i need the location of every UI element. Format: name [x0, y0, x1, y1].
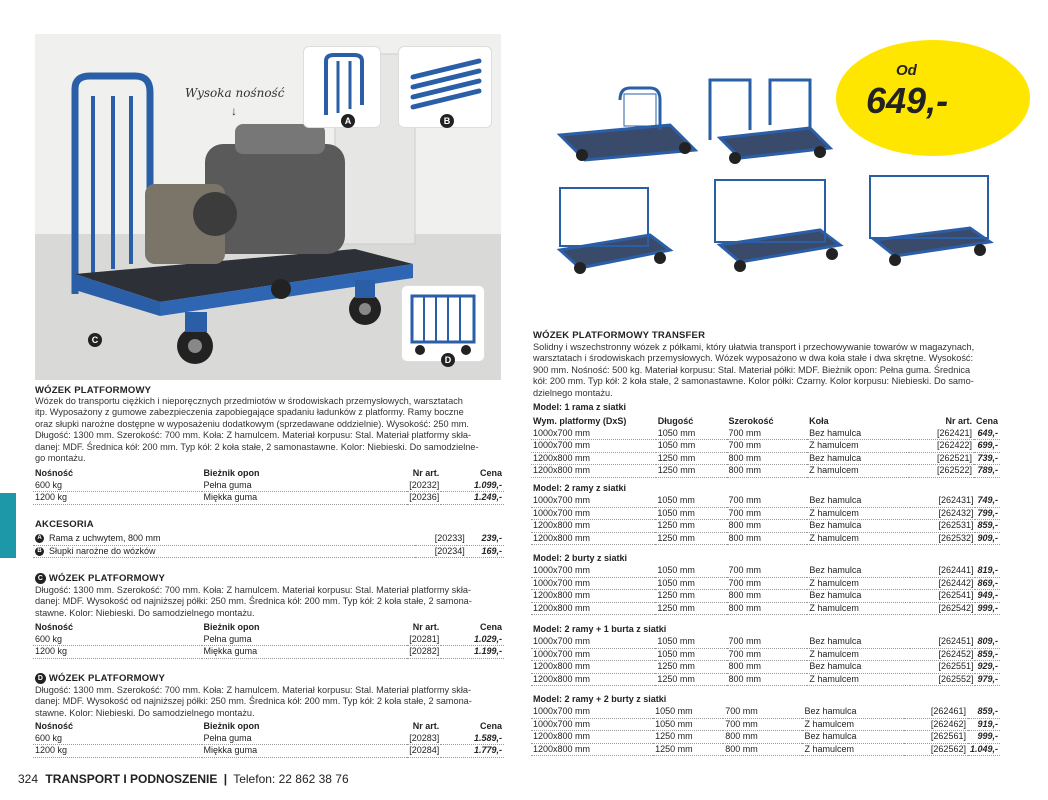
column-header: Nr art.: [412, 468, 440, 478]
table-cell: 1250 mm: [653, 731, 723, 744]
table-cell: 700 mm: [723, 706, 802, 718]
table-cell: [20283]: [407, 733, 441, 745]
table-cell: 1200x800 mm: [531, 743, 653, 756]
table-cell: 1050 mm: [655, 507, 726, 520]
table-cell: Z hamulcem: [807, 577, 910, 590]
column-header: Cena: [479, 468, 502, 478]
table-row: [531, 565, 1000, 577]
table-cell: [262541]: [910, 590, 975, 603]
table-cell: 919,-: [968, 718, 1000, 731]
table-cell: Bez hamulca: [807, 495, 910, 507]
table-cell: 649,-: [974, 428, 1000, 440]
transfer-description: [533, 342, 1003, 399]
table-row: [33, 745, 504, 758]
table-row: [531, 731, 1000, 744]
table-cell: 800 mm: [727, 590, 808, 603]
section-c-title-text: WÓZEK PLATFORMOWY: [48, 573, 165, 585]
model-title: Model: 2 ramy + 1 burta z siatki: [533, 624, 667, 634]
table-cell: 1000x700 mm: [531, 648, 655, 661]
table-cell: 1000x700 mm: [531, 636, 655, 648]
table-cell: 1250 mm: [655, 661, 726, 674]
model-price-table: [531, 706, 1000, 756]
table-row: [531, 452, 1000, 465]
table-cell: 800 mm: [727, 673, 808, 686]
table-cell: 700 mm: [727, 636, 808, 648]
accessory-name: Rama z uchwytem, 800 mm: [49, 533, 161, 543]
table-cell: 700 mm: [727, 440, 808, 453]
table-row: [33, 733, 504, 745]
table-cell: Bez hamulca: [802, 706, 903, 718]
description-line: warsztatach i środowiskach przemysłowych. Wózek wyposażono w dwa koła stałe i dwa skrętne. Wysokość:: [533, 353, 974, 364]
table-cell: 1200x800 mm: [531, 590, 655, 603]
trolley-variant-5: [870, 176, 990, 266]
table-cell: 1000x700 mm: [531, 428, 656, 440]
main-title: WÓZEK PLATFORMOWY: [35, 385, 152, 396]
table-cell: 1200x800 mm: [531, 661, 655, 674]
table-cell: 1000x700 mm: [531, 577, 655, 590]
trolley-variant-2: [710, 80, 830, 164]
table-cell: 800 mm: [727, 465, 808, 478]
accessory-row: [33, 533, 504, 545]
transfer-title: WÓZEK PLATFORMOWY TRANSFER: [533, 330, 706, 341]
table-cell: 1200x800 mm: [531, 731, 653, 744]
table-row: [531, 602, 1000, 615]
table-cell: Z hamulcem: [807, 507, 910, 520]
table-cell: 1200x800 mm: [531, 673, 655, 686]
model-price-table: [531, 636, 1000, 686]
price-bubble: [836, 40, 1030, 156]
table-cell: [262452]: [910, 648, 975, 661]
table-cell: [262522]: [909, 465, 974, 478]
column-header: Cena: [479, 622, 502, 632]
table-cell: 600 kg: [33, 634, 202, 646]
table-cell: 979,-: [975, 673, 1000, 686]
column-header: Cena: [975, 416, 998, 426]
trolley-variant-4: [715, 180, 840, 272]
main-price-table: [33, 468, 504, 505]
table-cell: 1200 kg: [33, 745, 202, 758]
table-cell: 1250 mm: [655, 520, 726, 533]
section-d-price-table: [33, 721, 504, 758]
table-cell: 819,-: [975, 565, 1000, 577]
model-title: Model: 2 ramy + 2 burty z siatki: [533, 694, 667, 704]
table-cell: 1050 mm: [656, 428, 727, 440]
table-cell: Z hamulcem: [807, 532, 910, 545]
table-cell: 1000x700 mm: [531, 706, 653, 718]
table-cell: Bez hamulca: [807, 590, 910, 603]
description-line: go montażu.: [35, 453, 86, 464]
table-cell: 800 mm: [727, 532, 808, 545]
table-cell: [262441]: [910, 565, 975, 577]
table-row: [531, 428, 1000, 440]
table-cell: [262422]: [909, 440, 974, 453]
table-cell: 799,-: [975, 507, 1000, 520]
table-cell: 1250 mm: [655, 590, 726, 603]
table-cell: [262462]: [904, 718, 968, 731]
description-line: Wózek do transportu ciężkich i nieporęcznych przedmiotów w środowiskach przemysłowych, warsztatach: [35, 396, 463, 406]
table-row: [33, 492, 504, 505]
table-cell: 1200x800 mm: [531, 602, 655, 615]
table-cell: 1000x700 mm: [531, 507, 655, 520]
table-cell: Z hamulcem: [807, 648, 910, 661]
description-line: dzielnego montażu.: [533, 387, 613, 398]
table-cell: 1250 mm: [655, 532, 726, 545]
accessory-label: [33, 533, 415, 545]
model-title: Model: 2 ramy z siatki: [533, 483, 627, 493]
table-cell: 949,-: [975, 590, 1000, 603]
table-cell: [262442]: [910, 577, 975, 590]
section-c-description: [35, 585, 505, 619]
description-line: Długość: 1300 mm. Szerokość: 700 mm. Koła: Z hamulcem. Materiał korpusu: Stal. Materiał platformy skła-: [35, 585, 472, 595]
table-cell: [262421]: [909, 428, 974, 440]
frame-with-handle-icon: [304, 47, 380, 127]
table-cell: [20284]: [407, 745, 441, 758]
table-row: [531, 661, 1000, 674]
description-line: stawne. Kolor: Niebieski. Do samodzielnego montażu.: [35, 707, 255, 718]
table-cell: 1200x800 mm: [531, 532, 655, 545]
table-cell: 789,-: [974, 465, 1000, 478]
table-cell: 1000x700 mm: [531, 718, 653, 731]
table-cell: 600 kg: [33, 480, 202, 492]
section-d-description: [35, 685, 505, 719]
description-line: danej: MDF. Wysokość od najniższej półki: 250 mm. Średnica kół: 200 mm. Typ kół: 2 koła stałe, 2 samona-: [35, 596, 472, 607]
badge-a: A: [341, 114, 355, 128]
table-cell: 1200x800 mm: [531, 520, 655, 533]
table-cell: Bez hamulca: [802, 731, 903, 744]
table-cell: 800 mm: [727, 520, 808, 533]
description-line: Solidny i wszechstronny wózek z półkami, który ułatwia transport i przechowywanie towarów w magazynach,: [533, 342, 975, 352]
table-cell: 1050 mm: [655, 648, 726, 661]
accessory-name: Słupki narożne do wózków: [49, 545, 156, 556]
badge-d-inline: D: [35, 673, 46, 684]
table-row: [531, 577, 1000, 590]
page-number: 324: [18, 772, 39, 786]
table-cell: Bez hamulca: [807, 520, 910, 533]
table-cell: 809,-: [975, 636, 1000, 648]
table-cell: 800 mm: [727, 661, 808, 674]
table-cell: 1.589,-: [441, 733, 504, 745]
table-cell: 1.099,-: [441, 480, 504, 492]
trolley-variant-1: [560, 88, 695, 161]
table-cell: 700 mm: [727, 495, 808, 507]
table-cell: 800 mm: [727, 452, 808, 465]
section-d-title: [35, 673, 165, 684]
column-header: Bieżnik opon: [203, 622, 260, 632]
section-c-price-table: [33, 622, 504, 659]
table-cell: 1250 mm: [656, 452, 727, 465]
column-header: Wym. platformy (DxS): [533, 416, 627, 426]
table-cell: 1.779,-: [441, 745, 504, 758]
table-cell: 1050 mm: [655, 577, 726, 590]
table-row: [531, 440, 1000, 453]
table-cell: 1000x700 mm: [531, 440, 656, 453]
table-row: [33, 634, 504, 646]
table-cell: 600 kg: [33, 733, 202, 745]
section-c-title: [35, 573, 165, 584]
article-number: [20234]: [415, 545, 467, 558]
table-cell: [262551]: [910, 661, 975, 674]
phone-number: Telefon: 22 862 38 76: [233, 772, 349, 786]
table-row: [33, 480, 504, 492]
caged-trolley-icon: [402, 286, 484, 361]
table-cell: 859,-: [968, 706, 1000, 718]
column-header: Nr art.: [412, 622, 440, 632]
column-header: Bieżnik opon: [203, 468, 260, 478]
table-cell: 859,-: [975, 520, 1000, 533]
table-cell: 1050 mm: [655, 565, 726, 577]
table-cell: [262542]: [910, 602, 975, 615]
table-cell: [20236]: [407, 492, 441, 505]
main-description: [35, 396, 505, 464]
table-cell: 739,-: [974, 452, 1000, 465]
table-cell: 999,-: [975, 602, 1000, 615]
table-cell: 909,-: [975, 532, 1000, 545]
description-line: 900 mm. Nośność: 500 kg. Materiał korpusu: Stal. Materiał półki: MDF. Bieżnik opon: Pełna guma. Średnica: [533, 364, 971, 375]
column-header: Koła: [809, 416, 829, 426]
table-row: [531, 532, 1000, 545]
column-header: Szerokość: [728, 416, 774, 426]
table-cell: 1050 mm: [656, 440, 727, 453]
table-cell: 699,-: [974, 440, 1000, 453]
table-cell: 1250 mm: [655, 673, 726, 686]
description-line: danej: MDF. Wysokość od najniższej półki: 250 mm. Średnica kół: 200 mm. Typ kół: 2 koła stałe, 2 samona-: [35, 696, 472, 707]
accessory-label: [33, 545, 415, 558]
table-cell: 700 mm: [723, 718, 802, 731]
table-cell: Z hamulcem: [802, 718, 903, 731]
table-cell: 1050 mm: [653, 718, 723, 731]
table-cell: 1250 mm: [655, 602, 726, 615]
table-cell: [262432]: [910, 507, 975, 520]
table-row: [531, 636, 1000, 648]
table-cell: Pełna guma: [202, 480, 408, 492]
table-cell: 700 mm: [727, 577, 808, 590]
table-cell: [262562]: [904, 743, 968, 756]
table-header-row: [33, 622, 504, 634]
model-price-table: [531, 416, 1000, 478]
table-cell: Miękka guma: [202, 492, 408, 505]
badge-b: B: [440, 114, 454, 128]
accessory-badge: B: [35, 547, 44, 556]
page-footer: [18, 772, 349, 786]
table-cell: 700 mm: [727, 507, 808, 520]
table-cell: [262561]: [904, 731, 968, 744]
section-name: TRANSPORT I PODNOSZENIE: [45, 772, 218, 786]
column-header: Nr art.: [945, 416, 972, 426]
table-row: [531, 520, 1000, 533]
table-cell: [262531]: [910, 520, 975, 533]
table-cell: Bez hamulca: [807, 565, 910, 577]
table-row: [531, 648, 1000, 661]
table-header-row: [531, 416, 1000, 428]
table-cell: 749,-: [975, 495, 1000, 507]
table-cell: 1200 kg: [33, 646, 202, 659]
table-cell: [262431]: [910, 495, 975, 507]
table-cell: 1000x700 mm: [531, 565, 655, 577]
table-cell: 1.029,-: [441, 634, 504, 646]
table-cell: [20282]: [407, 646, 441, 659]
table-cell: 929,-: [975, 661, 1000, 674]
table-row: [531, 673, 1000, 686]
description-line: kół: 200 mm. Typ kół: 2 koła stałe, 2 samonastawne. Kolor półki: Czarny. Kolor korpusu: Niebieski. Do samo-: [533, 376, 974, 387]
table-cell: Bez hamulca: [807, 661, 910, 674]
table-header-row: [33, 468, 504, 480]
table-header-row: [33, 721, 504, 733]
table-cell: 1050 mm: [655, 636, 726, 648]
table-cell: [262532]: [910, 532, 975, 545]
table-cell: [262451]: [910, 636, 975, 648]
table-cell: 700 mm: [727, 565, 808, 577]
table-cell: 800 mm: [723, 743, 802, 756]
table-cell: Z hamulcem: [807, 440, 909, 453]
footer-separator: |: [223, 772, 228, 786]
description-line: danej: MDF. Średnica kół: 200 mm. Typ kół: 2 koła stałe, 2 samonastawne. Kolor: Niebieski. Do samodzielne-: [35, 441, 479, 452]
table-cell: 800 mm: [723, 731, 802, 744]
accessory-badge: A: [35, 534, 44, 543]
badge-d: D: [441, 353, 455, 367]
column-header: Nośność: [35, 622, 74, 632]
price: 169,-: [467, 545, 504, 558]
table-cell: 1.249,-: [441, 492, 504, 505]
table-cell: Bez hamulca: [807, 636, 910, 648]
accessory-row: [33, 545, 504, 558]
price: 239,-: [467, 533, 504, 545]
table-row: [33, 646, 504, 659]
table-cell: 1.049,-: [968, 743, 1000, 756]
model-title: Model: 1 rama z siatki: [533, 402, 627, 412]
table-cell: [262552]: [910, 673, 975, 686]
photo-annotation: Wysoka nośność: [185, 86, 285, 100]
table-row: [531, 495, 1000, 507]
table-cell: Bez hamulca: [807, 428, 909, 440]
arrow-down-icon: ↓: [231, 104, 237, 118]
table-cell: 1200 kg: [33, 492, 202, 505]
table-cell: Miękka guma: [202, 646, 408, 659]
accessories-title: AKCESORIA: [35, 519, 94, 530]
table-cell: [20281]: [407, 634, 441, 646]
description-line: stawne. Kolor: Niebieski. Do samodzielnego montażu.: [35, 607, 255, 618]
table-cell: 859,-: [975, 648, 1000, 661]
table-cell: 700 mm: [727, 648, 808, 661]
model-price-table: [531, 565, 1000, 615]
model-price-table: [531, 495, 1000, 545]
table-row: [531, 590, 1000, 603]
column-header: Nośność: [35, 721, 74, 731]
table-cell: 1250 mm: [656, 465, 727, 478]
description-line: itp. Wyposażony z gumowe zabezpieczenia zapobiegające spadaniu ładunków z platformy. Ramy boczne: [35, 407, 464, 418]
table-cell: [262461]: [904, 706, 968, 718]
price-bubble-prefix: Od: [896, 62, 917, 79]
table-row: [531, 718, 1000, 731]
badge-c: C: [35, 573, 46, 584]
table-cell: [262521]: [909, 452, 974, 465]
price-bubble-value: 649,-: [866, 80, 949, 121]
table-cell: Pełna guma: [202, 634, 408, 646]
table-cell: Z hamulcem: [807, 673, 910, 686]
description-line: Długość: 1300 mm. Szerokość: 700 mm. Koła: Z hamulcem. Materiał korpusu: Stal. Materiał platformy skła-: [35, 430, 472, 441]
section-tab-marker: [0, 493, 16, 558]
article-number: [20233]: [415, 533, 467, 545]
table-row: [531, 465, 1000, 478]
table-cell: 1.199,-: [441, 646, 504, 659]
column-header: Nośność: [35, 468, 74, 478]
table-cell: 869,-: [975, 577, 1000, 590]
table-cell: [20232]: [407, 480, 441, 492]
table-cell: Pełna guma: [202, 733, 408, 745]
table-cell: Z hamulcem: [802, 743, 903, 756]
table-row: [531, 507, 1000, 520]
table-cell: 1050 mm: [653, 706, 723, 718]
accessories-table: [33, 533, 504, 558]
table-cell: 1250 mm: [653, 743, 723, 756]
trolley-d-image: [401, 285, 485, 362]
table-cell: 1200x800 mm: [531, 465, 656, 478]
section-d-title-text: WÓZEK PLATFORMOWY: [48, 673, 165, 685]
table-cell: 1000x700 mm: [531, 495, 655, 507]
badge-c-photo: C: [88, 333, 102, 347]
column-header: Cena: [479, 721, 502, 731]
table-row: [531, 706, 1000, 718]
table-cell: Miękka guma: [202, 745, 408, 758]
table-cell: 999,-: [968, 731, 1000, 744]
description-line: oraz słupki narożne dostępne w wyposażeniu dodatkowym (sprzedawane oddzielnie). Wysokość: 250 mm.: [35, 418, 469, 429]
table-cell: 800 mm: [727, 602, 808, 615]
column-header: Nr art.: [412, 721, 440, 731]
table-cell: Z hamulcem: [807, 465, 909, 478]
table-cell: 1200x800 mm: [531, 452, 656, 465]
column-header: Długość: [657, 416, 694, 426]
table-cell: 1050 mm: [655, 495, 726, 507]
trolley-variant-3: [560, 188, 670, 274]
table-cell: Z hamulcem: [807, 602, 910, 615]
column-header: Bieżnik opon: [203, 721, 260, 731]
model-title: Model: 2 burty z siatki: [533, 553, 628, 563]
table-cell: 700 mm: [727, 428, 808, 440]
table-cell: Bez hamulca: [807, 452, 909, 465]
description-line: Długość: 1300 mm. Szerokość: 700 mm. Koła: Z hamulcem. Materiał korpusu: Stal. Materiał platformy skła-: [35, 685, 472, 695]
table-row: [531, 743, 1000, 756]
